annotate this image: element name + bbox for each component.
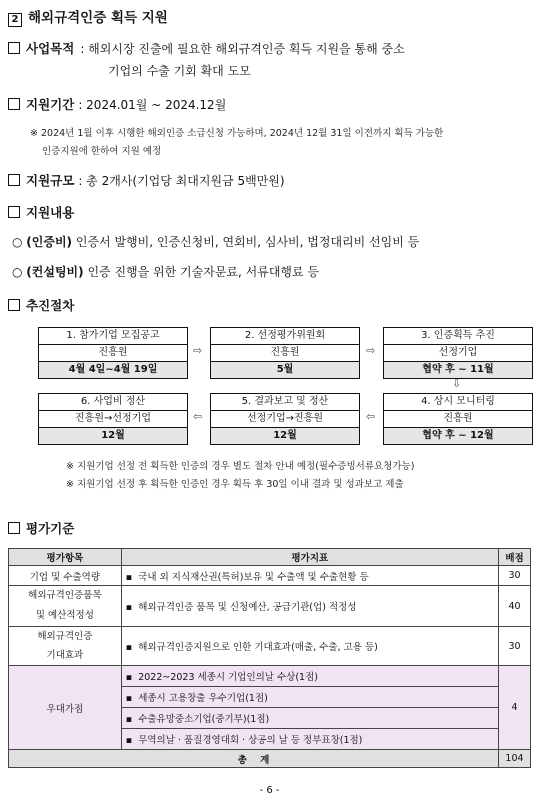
arrow-left-icon: ⇦ bbox=[193, 410, 203, 423]
column-header: 평가지표 bbox=[121, 549, 498, 566]
checkbox-square-icon bbox=[8, 174, 20, 186]
purpose-section bbox=[8, 38, 405, 57]
content-label: 지원내용 bbox=[26, 205, 75, 220]
criteria-score: 4 bbox=[498, 666, 530, 750]
arrow-right-icon: ⇨ bbox=[193, 344, 203, 357]
arrow-left-icon: ⇦ bbox=[366, 410, 376, 423]
criteria-indicator: ▪ 해외규격인증 품목 및 신청예산, 공급기관(업) 적정성 bbox=[121, 586, 498, 627]
flow-step-3: 3. 인증획득 추진 선정기업 협약 후 ~ 11월 bbox=[383, 327, 533, 379]
circle-bullet-icon: ○ bbox=[12, 235, 27, 249]
period-section bbox=[8, 94, 226, 113]
total-label: 총 계 bbox=[9, 750, 499, 768]
column-header: 배점 bbox=[498, 549, 530, 566]
procedure-section bbox=[8, 295, 74, 314]
criteria-score: 40 bbox=[498, 586, 530, 627]
criteria-item: 기업 및 수출역량 bbox=[9, 566, 122, 586]
flow-step-2: 2. 선정평가위원회 진흥원 5월 bbox=[210, 327, 360, 379]
checkbox-square-icon bbox=[8, 98, 20, 110]
scale-section bbox=[8, 170, 285, 189]
flow-step-1: 1. 참가기업 모집공고 진흥원 4월 4일~4월 19일 bbox=[38, 327, 188, 379]
procedure-label: 추진절차 bbox=[26, 298, 75, 313]
table-header-row bbox=[9, 549, 531, 566]
criteria-indicator: ▪ 해외규격인증지원으로 인한 기대효과(매출, 수출, 고용 등) bbox=[121, 627, 498, 666]
purpose-text-line2: 기업의 수출 기회 확대 도모 bbox=[108, 64, 251, 78]
content-item-1: ○ (인증비) 인증서 발행비, 인증신청비, 연회비, 심사비, 법정대리비 선임비 등 bbox=[12, 235, 420, 249]
flow-step-6: 6. 사업비 정산 진흥원→선정기업 12월 bbox=[38, 393, 188, 445]
procedure-note-2: ※ 지원기업 선정 후 획득한 인증인 경우 획득 후 30일 이내 결과 및 성과보고 제출 bbox=[66, 479, 404, 490]
period-label: 지원기간 bbox=[26, 97, 75, 112]
criteria-label: 평가기준 bbox=[26, 521, 75, 536]
criteria-item: 해외규격인증 기대효과 bbox=[9, 627, 122, 666]
arrow-right-icon: ⇨ bbox=[366, 344, 376, 357]
criteria-score: 30 bbox=[498, 566, 530, 586]
flow-step-5: 5. 결과보고 및 정산 선정기업→진흥원 12월 bbox=[210, 393, 360, 445]
criteria-table bbox=[8, 548, 531, 768]
column-header: 평가항목 bbox=[9, 549, 122, 566]
table-row bbox=[9, 627, 531, 666]
criteria-indicator: ▪ 2022~2023 세종시 기업인의날 수상(1점) bbox=[121, 666, 498, 687]
circle-bullet-icon: ○ bbox=[12, 265, 27, 279]
section-number: 2 bbox=[8, 13, 22, 27]
page-number: - 6 - bbox=[259, 785, 280, 796]
procedure-note-1: ※ 지원기업 선정 전 획득한 인증의 경우 별도 절차 안내 예정(필수증빙서류요청가능) bbox=[66, 461, 415, 472]
table-row bbox=[9, 586, 531, 627]
table-total-row bbox=[9, 750, 531, 768]
total-score: 104 bbox=[498, 750, 530, 768]
table-row bbox=[9, 566, 531, 586]
criteria-section bbox=[8, 518, 74, 537]
criteria-indicator: ▪ 수출유망중소기업(중기부)(1점) bbox=[121, 708, 498, 729]
checkbox-square-icon bbox=[8, 206, 20, 218]
content-section bbox=[8, 202, 74, 221]
content-item-2: ○ (컨설팅비) 인증 진행을 위한 기술자문료, 서류대행료 등 bbox=[12, 265, 319, 279]
criteria-indicator: ▪ 세종시 고용창출 우수기업(1점) bbox=[121, 687, 498, 708]
page-title: 2 해외규격인증 획득 지원 bbox=[8, 6, 168, 27]
period-note: ※ 2024년 1월 이후 시행한 해외인증 소급신청 가능하며, 2024년 12월 31일 이전까지 획득 가능한 bbox=[30, 128, 444, 139]
table-row bbox=[9, 666, 531, 687]
criteria-indicator: ▪ 국내 외 지식재산권(특허)보유 및 수출액 및 수출현황 등 bbox=[121, 566, 498, 586]
checkbox-square-icon bbox=[8, 522, 20, 534]
criteria-item-pref: 우대가점 bbox=[9, 666, 122, 750]
purpose-text: : 해외시장 진출에 필요한 해외규격인증 획득 지원을 통해 중소 bbox=[80, 42, 405, 56]
checkbox-square-icon bbox=[8, 42, 20, 54]
scale-label: 지원규모 bbox=[26, 173, 75, 188]
flow-step-4: 4. 상시 모니터링 진흥원 협약 후 ~ 12월 bbox=[383, 393, 533, 445]
criteria-score: 30 bbox=[498, 627, 530, 666]
criteria-item: 해외규격인증품목 및 예산적정성 bbox=[9, 586, 122, 627]
criteria-indicator: ▪ 무역의날 · 품질경영대회 · 상공의 날 등 정부표창(1점) bbox=[121, 729, 498, 750]
arrow-down-icon: ⇩ bbox=[452, 377, 462, 390]
purpose-label: 사업목적 bbox=[26, 41, 75, 56]
checkbox-square-icon bbox=[8, 299, 20, 311]
period-value: : 2024.01월 ~ 2024.12월 bbox=[78, 98, 227, 112]
scale-value: : 총 2개사(기업당 최대지원금 5백만원) bbox=[78, 174, 285, 188]
period-note-line2: 인증지원에 한하여 지원 예정 bbox=[42, 146, 162, 157]
